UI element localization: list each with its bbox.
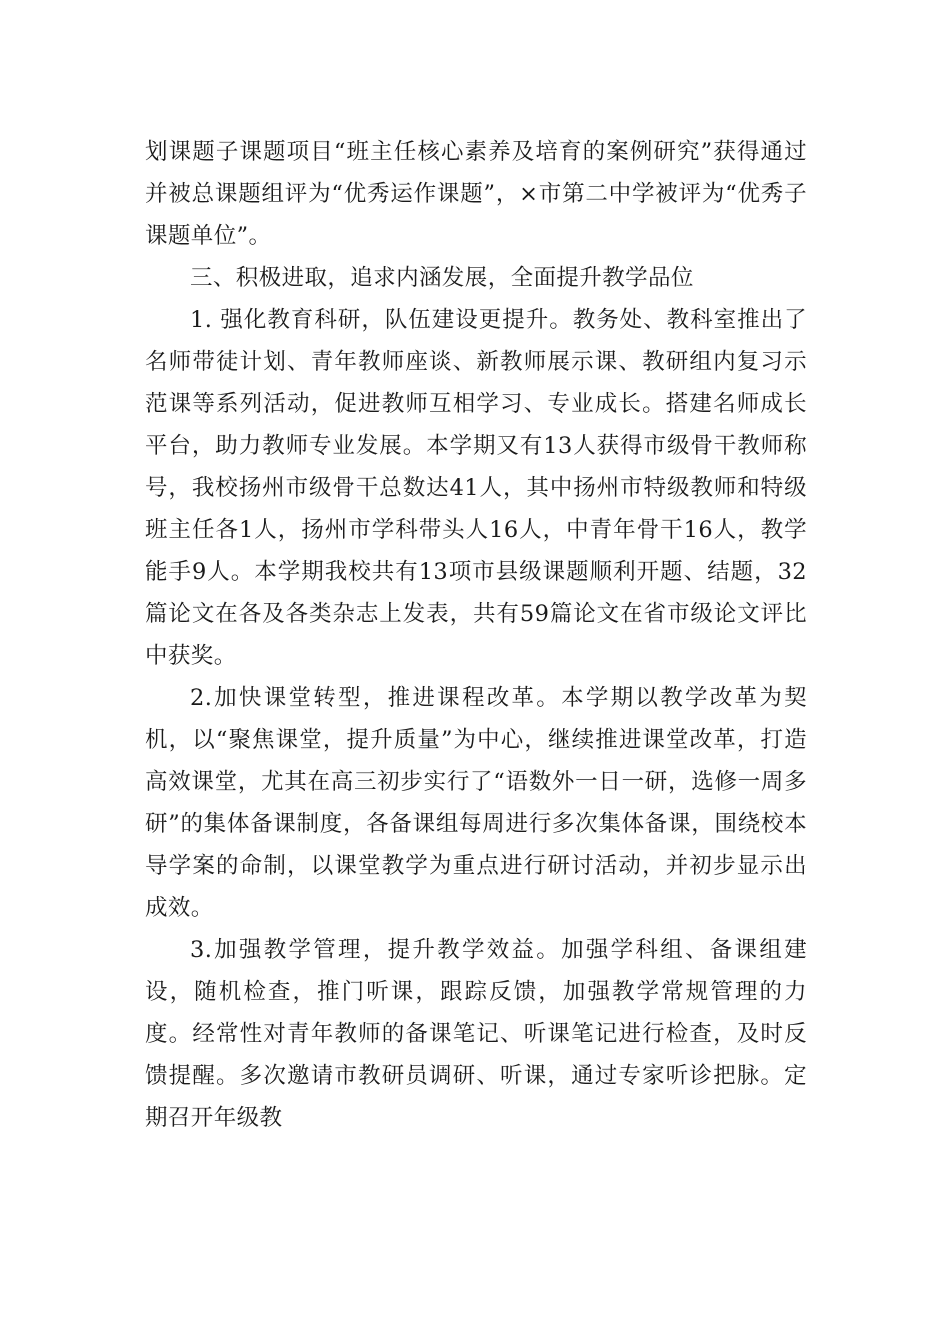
section-heading: 三、积极进取，追求内涵发展，全面提升教学品位 [190,265,694,291]
paragraph-item-2: 2.加快课堂转型，推进课程改革。本学期以教学改革为契机，以“聚焦课堂，提升质量”为中心，继续推进课堂改革，打造高效课堂，尤其在高三初步实行了“语数外一日一研，选修一周多研”的集体备课制度，各备课组每周进行多次集体备课，围绕校本导学案的命制，以课堂教学为重点进行研讨活动，并初步显示出成效。 [145,685,807,921]
document-body [145,131,807,1139]
paragraph-item-3: 3.加强教学管理，提升教学效益。加强学科组、备课组建设，随机检查，推门听课，跟踪反馈，加强教学常规管理的力度。经常性对青年教师的备课笔记、听课笔记进行检查，及时反馈提醒。多次邀请市教研员调研、听课，通过专家听诊把脉。定期召开年级教 [145,937,807,1131]
paragraph-continued: 划课题子课题项目“班主任核心素养及培育的案例研究”获得通过并被总课题组评为“优秀运作课题”，×市第二中学被评为“优秀子课题单位”。 [145,139,807,249]
paragraph-item-1: 1. 强化教育科研，队伍建设更提升。教务处、教科室推出了名师带徒计划、青年教师座谈、新教师展示课、教研组内复习示范课等系列活动，促进教师互相学习、专业成长。搭建名师成长平台，助力教师专业发展。本学期又有13人获得市级骨干教师称号，我校扬州市级骨干总数达41人，其中扬州市特级教师和特级班主任各1人，扬州市学科带头人16人，中青年骨干16人，教学能手9人。本学期我校共有13项市县级课题顺利开题、结题，32篇论文在各及各类杂志上发表，共有59篇论文在省市级论文评比中获奖。 [145,307,807,669]
